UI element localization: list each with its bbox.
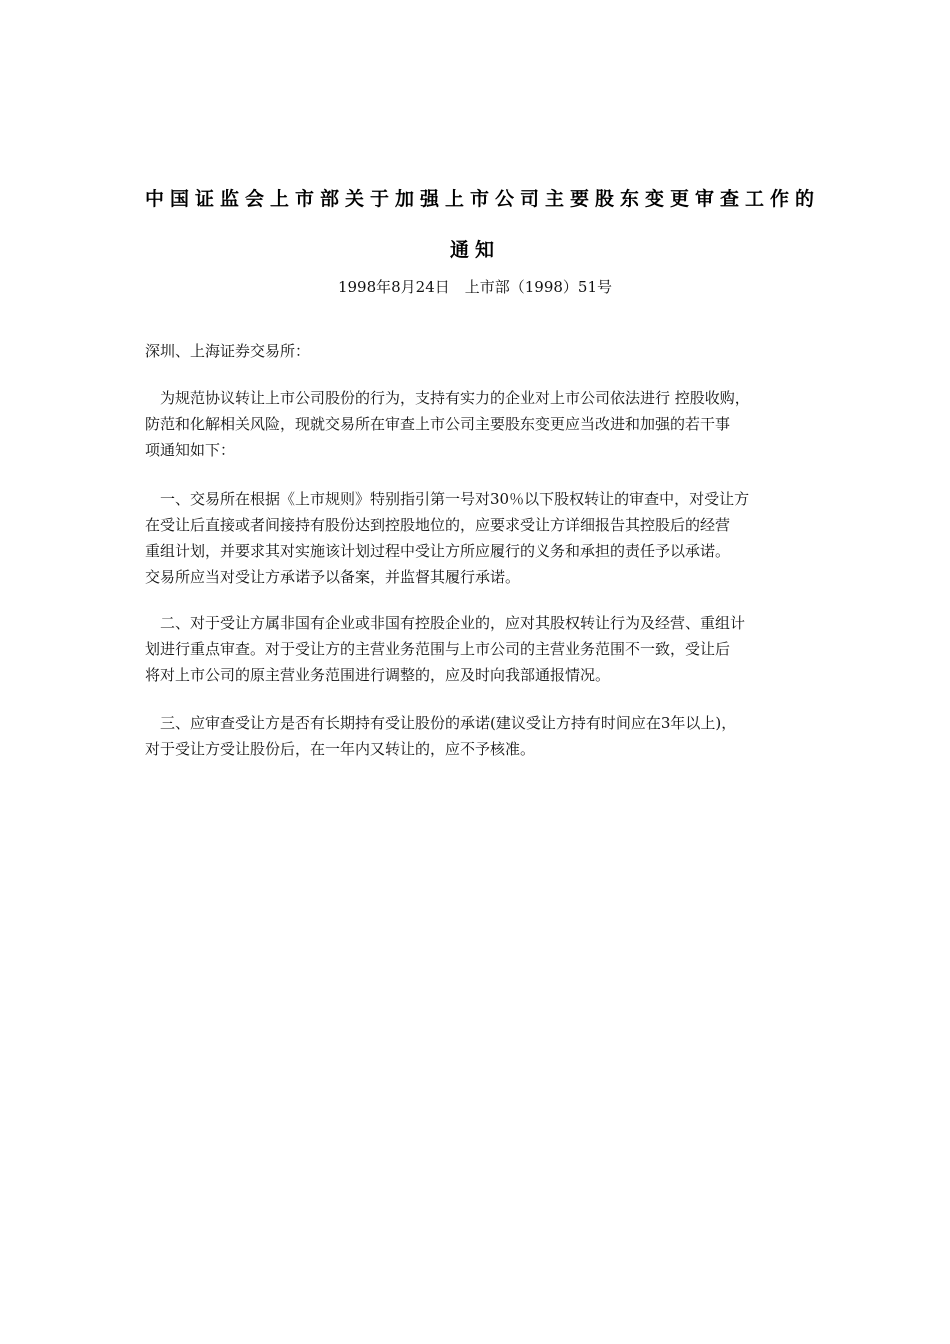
paragraph-line: 为规范协议转让上市公司股份的行为，支持有实力的企业对上市公司依法进行 控股收购， [160,389,750,407]
paragraph-line: 一、交易所在根据《上市规则》特别指引第一号对30％以下股权转让的审查中，对受让方 [160,490,750,508]
item-2-paragraph [145,610,810,688]
document-title-line1: 中国证监会上市部关于加强上市公司主要股东变更审查工作的 [145,188,821,210]
intro-paragraph [145,385,810,463]
paragraph-line: 划进行重点审查。对于受让方的主营业务范围与上市公司的主营业务范围不一致，受让后 [145,640,731,658]
paragraph-line: 项通知如下： [145,441,236,459]
document-date-and-number: 1998年8月24日 上市部（1998）51号 [337,278,613,296]
item-3-paragraph [145,710,810,762]
paragraph-line: 交易所应当对受让方承诺予以备案，并监督其履行承诺。 [145,568,521,586]
paragraph-line: 在受让后直接或者间接持有股份达到控股地位的，应要求受让方详细报告其控股后的经营 [145,516,731,534]
paragraph-line: 二、对于受让方属非国有企业或非国有控股企业的，应对其股权转让行为及经营、重组计 [160,614,746,632]
paragraph-line: 防范和化解相关风险，现就交易所在审查上市公司主要股东变更应当改进和加强的若干事 [145,415,731,433]
salutation: 深圳、上海证券交易所： [145,342,311,360]
paragraph-line: 三、应审查受让方是否有长期持有受让股份的承诺(建议受让方持有时间应在3年以上)， [160,714,737,732]
paragraph-line: 重组计划，并要求其对实施该计划过程中受让方所应履行的义务和承担的责任予以承诺。 [145,542,731,560]
document-title-line2: 通知 [449,239,500,261]
paragraph-line: 对于受让方受让股份后，在一年内又转让的，应不予核准。 [145,740,536,758]
item-1-paragraph [145,486,810,590]
paragraph-line: 将对上市公司的原主营业务范围进行调整的，应及时向我部通报情况。 [145,666,611,684]
